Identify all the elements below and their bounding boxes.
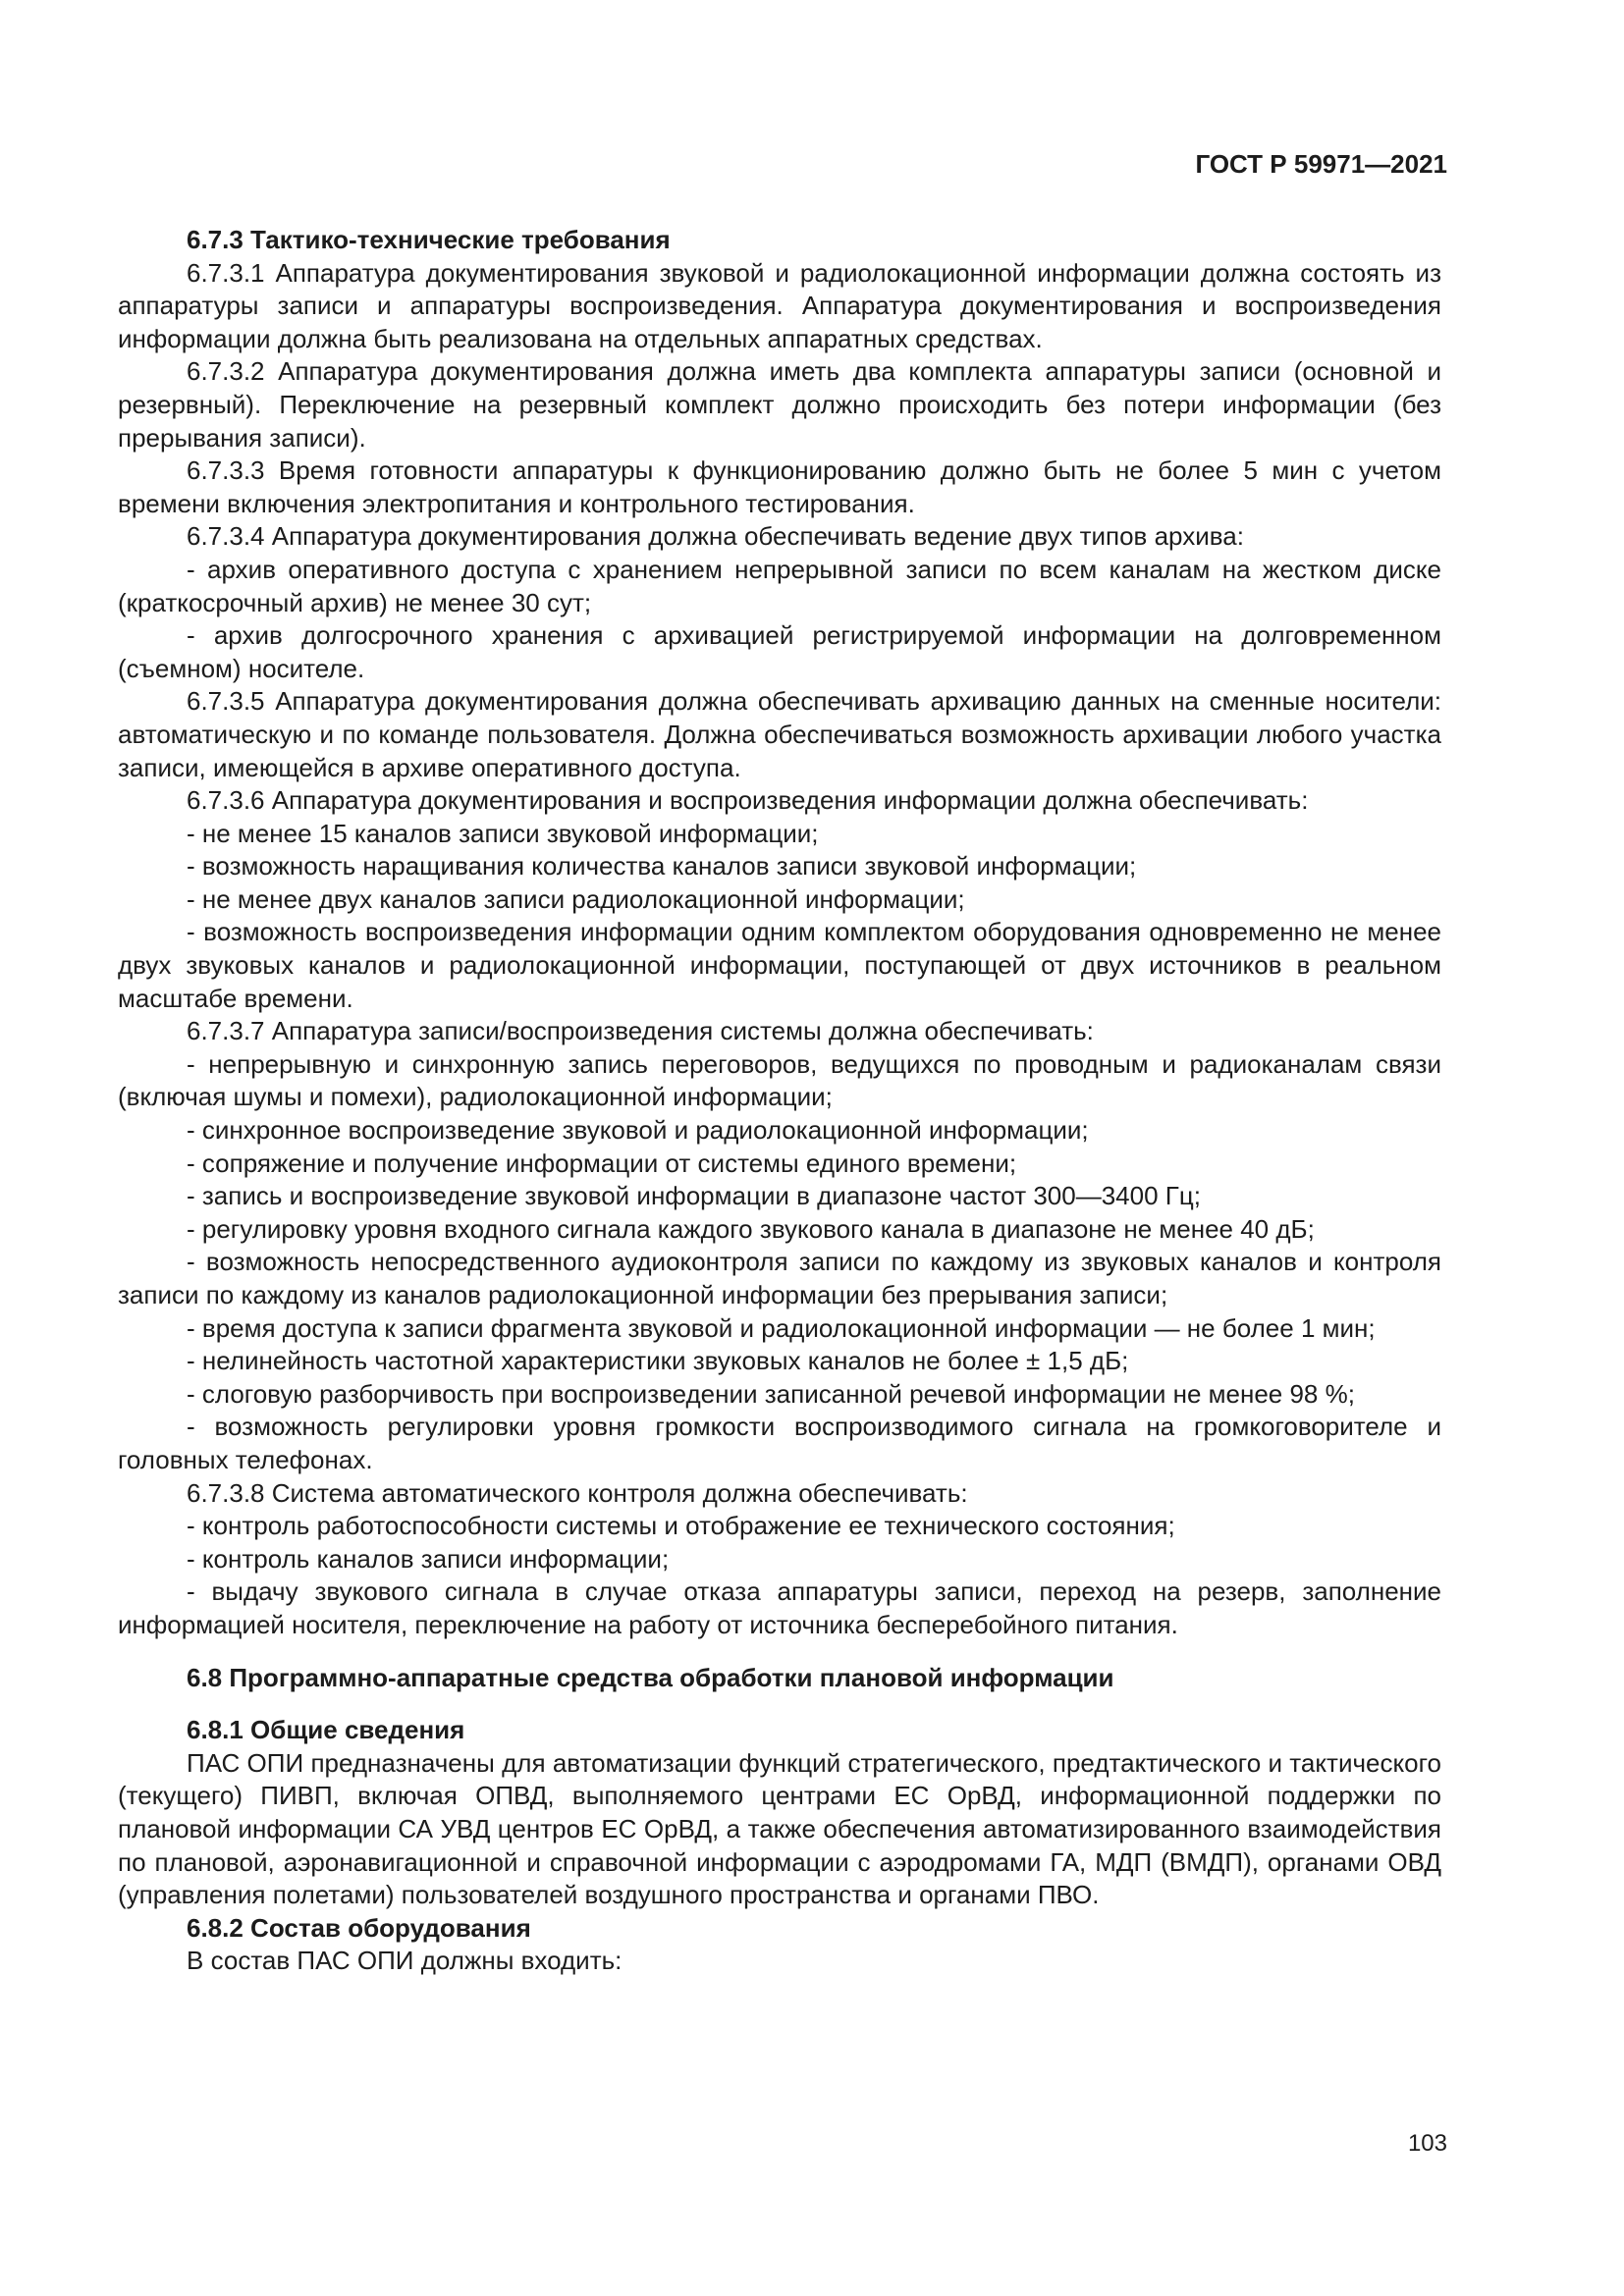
paragraph: 6.7.3.4 Аппаратура документирования должна обеспечивать ведение двух типов архива: — [187, 521, 1244, 552]
paragraph: 6.7.3.5 Аппаратура документирования должна обеспечивать архивацию данных на сменные носители: автоматическую и по команде пользователя. Должна обеспечиваться возможность архивации любого участка записи, имеющейся в архиве оперативного доступа. — [118, 686, 1441, 782]
list-item: - архив оперативного доступа с хранением непрерывной записи по всем каналам на жестком диске (краткосрочный архив) не менее 30 сут; — [118, 554, 1441, 617]
paragraph: В состав ПАС ОПИ должны входить: — [187, 1946, 623, 1976]
subsection-heading: 6.8.1 Общие сведения — [187, 1715, 465, 1745]
list-item: - не менее двух каналов записи радиолокационной информации; — [187, 883, 965, 914]
page-number: 103 — [1407, 2130, 1447, 2157]
list-item: - слоговую разборчивость при воспроизведении записанной речевой информации не менее 98 %; — [187, 1378, 1355, 1409]
list-item: - возможность воспроизведения информации одним комплектом оборудования одновременно не менее двух звуковых каналов и радиолокационной информации, поступающей от двух источников в реальном масштабе времени. — [118, 917, 1441, 1013]
paragraph: 6.7.3.8 Система автоматического контроля должна обеспечивать: — [187, 1477, 968, 1508]
paragraph: 6.7.3.3 Время готовности аппаратуры к функционированию должно быть не более 5 мин с учетом времени включения электропитания и контрольного тестирования. — [118, 455, 1441, 518]
paragraph: 6.7.3.2 Аппаратура документирования должна иметь два комплекта аппаратуры записи (основной и резервный). Переключение на резервный комплект должно происходить без потери информации (без прерывания записи). — [118, 356, 1441, 453]
section-heading: 6.8 Программно-аппаратные средства обработки плановой информации — [187, 1662, 1114, 1692]
paragraph: ПАС ОПИ предназначены для автоматизации функций стратегического, предтактического и тактического (текущего) ПИВП, включая ОПВД, выполняемого центрами ЕС ОрВД, информационной поддержки по плановой информации СА УВД центров ЕС ОрВД, а также обеспечения автоматизированного взаимодействия по плановой, аэронавигационной и справочной информации с аэродромами ГА, МДП (ВМДП), органами ОВД (управления полетами) пользователей воздушного пространства и органами ПВО. — [118, 1747, 1441, 1910]
subsection-heading: 6.8.2 Состав оборудования — [187, 1912, 531, 1943]
list-item: - не менее 15 каналов записи звуковой информации; — [187, 818, 819, 848]
list-item: - синхронное воспроизведение звуковой и радиолокационной информации; — [187, 1115, 1089, 1146]
list-item: - время доступа к записи фрагмента звуковой и радиолокационной информации — не более 1 мин; — [187, 1312, 1376, 1343]
list-item: - возможность непосредственного аудиоконтроля записи по каждому из звуковых каналов и контроля записи по каждому из каналов радиолокационной информации без прерывания записи; — [118, 1247, 1441, 1309]
list-item: - контроль работоспособности системы и отображение ее технического состояния; — [187, 1511, 1175, 1541]
paragraph: 6.7.3.7 Аппаратура записи/воспроизведения системы должна обеспечивать: — [187, 1016, 1094, 1046]
list-item: - запись и воспроизведение звуковой информации в диапазоне частот 300—3400 Гц; — [187, 1181, 1201, 1211]
list-item: - непрерывную и синхронную запись переговоров, ведущихся по проводным и радиоканалам связи (включая шумы и помехи), радиолокационной информации; — [118, 1048, 1441, 1112]
list-item: - архив долгосрочного хранения с архивацией регистрируемой информации на долговременном (съемном) носителе. — [118, 620, 1441, 683]
list-item: - сопряжение и получение информации от системы единого времени; — [187, 1148, 1017, 1178]
list-item: - контроль каналов записи информации; — [187, 1543, 670, 1574]
section-heading: 6.7.3 Тактико-технические требования — [187, 225, 671, 254]
list-item: - выдачу звукового сигнала в случае отказа аппаратуры записи, переход на резерв, заполнение информацией носителя, переключение на работу от источника бесперебойного питания. — [118, 1576, 1441, 1639]
list-item: - нелинейность частотной характеристики звуковых каналов не более ± 1,5 дБ; — [187, 1346, 1129, 1376]
paragraph: 6.7.3.1 Аппаратура документирования звуковой и радиолокационной информации должна состоять из аппаратуры записи и аппаратуры воспроизведения. Аппаратура документирования и воспроизведения информации должна быть реализована на отдельных аппаратных средствах. — [118, 257, 1441, 353]
document-body — [118, 224, 1441, 1978]
list-item: - возможность наращивания количества каналов записи звуковой информации; — [187, 851, 1137, 881]
paragraph: 6.7.3.6 Аппаратура документирования и воспроизведения информации должна обеспечивать: — [187, 785, 1309, 816]
document-number: ГОСТ Р 59971—2021 — [1195, 149, 1447, 179]
list-item: - возможность регулировки уровня громкости воспроизводимого сигнала на громкоговорителе и головных телефонах. — [118, 1412, 1441, 1474]
list-item: - регулировку уровня входного сигнала каждого звукового канала в диапазоне не менее 40 дБ; — [187, 1213, 1315, 1244]
